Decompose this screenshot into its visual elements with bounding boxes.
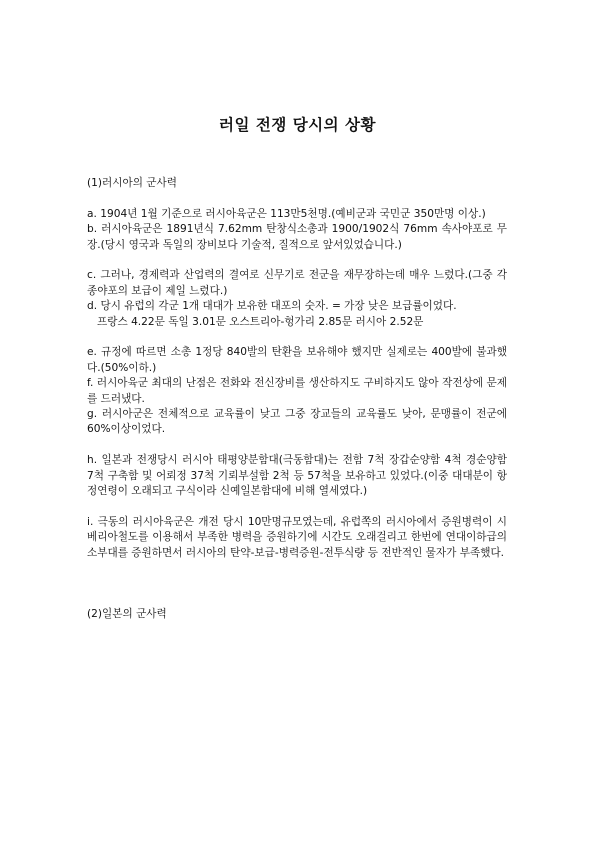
paragraph-c: c. 그러나, 경제력과 산업력의 결여로 신무기로 전군을 재무장하는데 매우 느렸다.(그중 각종야포의 보급이 제일 느렸다.): [87, 269, 507, 297]
document-body: [87, 176, 507, 622]
paragraph-b: b. 러시아육군은 1891년식 7.62mm 탄창식소총과 1900/1902식 76mm 속사야포로 무장.(당시 영국과 독일의 장비보다 기술적, 질적으로 앞서있었습니다.): [87, 223, 507, 251]
paragraph-h: h. 일본과 전쟁당시 러시아 태평양분함대(극동함대)는 전함 7척 장갑순양함 4척 경순양함 7척 구축함 및 어뢰정 37척 기뢰부설함 2척 등 57척을 보유하고 있었다.(이중 대대분이 항정연령이 오래되고 구식이라 신예일본함대에 비해 열세였다.): [87, 454, 507, 498]
paragraph-e: e. 규정에 따르면 소총 1정당 840발의 탄환을 보유해야 했지만 실제로는 400발에 불과했다.(50%이하.): [87, 346, 507, 374]
section-heading-japan: (2)일본의 군사력: [87, 608, 167, 621]
paragraph-a: a. 1904년 1월 기준으로 러시아육군은 113만5천명.(예비군과 국민군 350만명 이상.): [87, 207, 486, 220]
paragraph-i: i. 극동의 러시아육군은 개전 당시 10만명규모였는데, 유럽쪽의 러시아에서 증원병력이 시베리아철도를 이용해서 부족한 병력을 증원하기에 시간도 오래걸리고 한번에 연대이하급의 소부대를 증원하면서 러시아의 탄약-보급-병력증원-전투식량 등 전반적인 물자가 부족했다.: [87, 515, 507, 559]
document-title: 러일 전쟁 당시의 상황: [219, 116, 376, 134]
paragraph-g: g. 러시아군은 전체적으로 교육률이 낮고 그중 장교들의 교육률도 낮아, 문맹률이 전군에 60%이상이었다.: [87, 408, 507, 436]
artillery-statistics: 프랑스 4.22문 독일 3.01문 오스트리아-헝가리 2.85문 러시아 2.52문: [97, 315, 424, 328]
section-heading-russia: (1)러시아의 군사력: [87, 177, 178, 189]
paragraph-d: d. 당시 유럽의 각군 1개 대대가 보유한 대포의 숫자. = 가장 낮은 보급률이었다.: [87, 300, 457, 313]
paragraph-f: f. 러시아육군 최대의 난점은 전화와 전신장비를 생산하지도 구비하지도 않아 작전상에 문제를 드러냈다.: [87, 377, 507, 405]
